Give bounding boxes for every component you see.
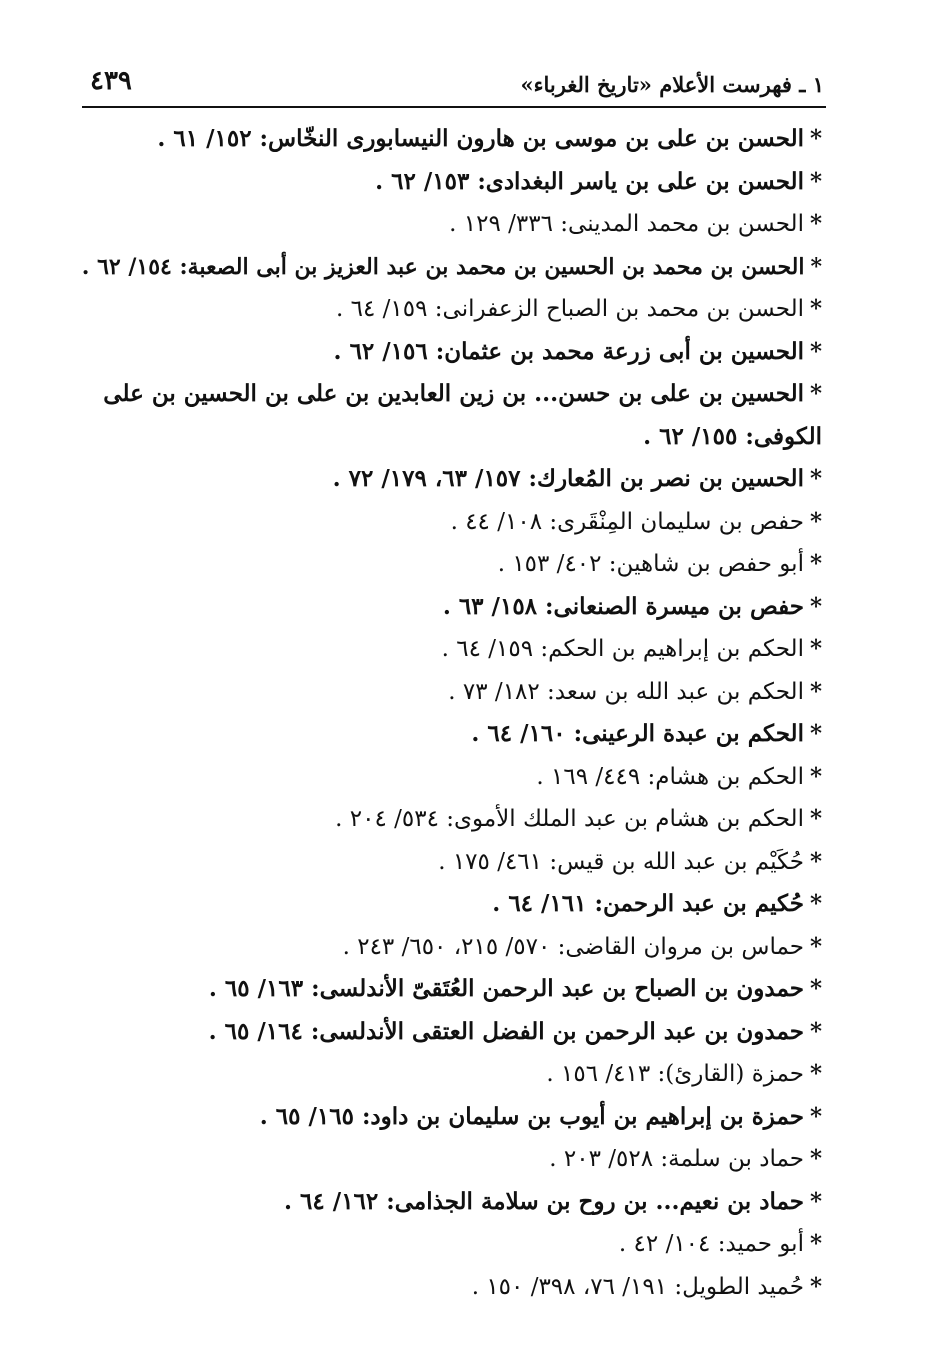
index-entry xyxy=(82,1096,822,1139)
entry-text: حفص بن سليمان المِنْقَرى: ١٠٨/ ٤٤ . xyxy=(450,508,804,535)
index-entry xyxy=(82,1181,822,1224)
index-entry xyxy=(82,1053,822,1096)
page-header xyxy=(82,66,824,102)
entry-text: حمزة (القارئ): ٤١٣/ ١٥٦ . xyxy=(546,1061,804,1087)
entry-text: الحكم بن عبدة الرعينى: ١٦٠/ ٦٤ . xyxy=(471,720,804,747)
asterisk-icon: * xyxy=(809,677,822,705)
index-entry xyxy=(82,926,822,969)
entry-text: الحكم بن عبد الله بن سعد: ١٨٢/ ٧٣ . xyxy=(448,678,804,705)
index-entry xyxy=(82,968,822,1011)
entry-text: حماد بن نعيم... بن روح بن سلامة الجذامى: ١٦٢/ ٦٤ . xyxy=(284,1187,804,1215)
asterisk-icon: * xyxy=(809,1230,822,1257)
entry-text: حُميد الطويل: ١٩١/ ٧٦، ٣٩٨/ ١٥٠ . xyxy=(471,1273,804,1300)
asterisk-icon: * xyxy=(809,380,822,407)
entry-text: أبو حفص بن شاهين: ٤٠٢/ ١٥٣ . xyxy=(497,551,804,577)
asterisk-icon: * xyxy=(809,932,822,960)
index-entry xyxy=(82,458,822,501)
entry-text: حماد بن سلمة: ٥٢٨/ ٢٠٣ . xyxy=(549,1146,804,1172)
index-entry xyxy=(82,501,822,544)
asterisk-icon: * xyxy=(809,890,822,917)
asterisk-icon: * xyxy=(809,1187,822,1215)
index-entry xyxy=(82,1138,822,1181)
entry-text: الحسين بن على بن حسن... بن زين العابدين بن على بن الحسين بن على الكوفى: ١٥٥/ ٦٢ . xyxy=(103,380,822,450)
index-entry xyxy=(82,543,822,586)
asterisk-icon: * xyxy=(809,337,822,365)
index-entry xyxy=(82,203,822,246)
entry-text: الحسن بن محمد بن الصباح الزعفرانى: ١٥٩/ ٦٤ . xyxy=(336,296,804,322)
asterisk-icon: * xyxy=(809,1272,822,1300)
asterisk-icon: * xyxy=(809,167,822,195)
asterisk-icon: * xyxy=(809,125,822,152)
index-entry xyxy=(82,1266,822,1309)
entry-text: حفص بن ميسرة الصنعانى: ١٥٨/ ٦٣ . xyxy=(442,592,804,620)
asterisk-icon: * xyxy=(809,592,822,620)
index-entries xyxy=(82,118,822,1308)
entry-text: حُكَيْم بن عبد الله بن قيس: ٤٦١/ ١٧٥ . xyxy=(438,848,804,875)
header-rule xyxy=(82,106,826,108)
asterisk-icon: * xyxy=(809,975,822,1002)
asterisk-icon: * xyxy=(809,847,822,875)
index-entry xyxy=(82,798,822,841)
entry-text: حمدون بن الصباح بن عبد الرحمن العُتَقىّ الأندلسى: ١٦٣/ ٦٥ . xyxy=(208,975,804,1002)
index-entry xyxy=(82,288,822,331)
asterisk-icon: * xyxy=(809,550,822,577)
entry-text: حمزة بن إبراهيم بن أيوب بن سليمان بن داود: ١٦٥/ ٦٥ . xyxy=(259,1102,804,1130)
index-entry xyxy=(82,373,822,458)
index-entry xyxy=(82,671,822,714)
entry-text: الحكم بن هشام: ٤٤٩/ ١٦٩ . xyxy=(536,763,804,790)
asterisk-icon: * xyxy=(809,465,822,492)
entry-text: الحسن بن على بن ياسر البغدادى: ١٥٣/ ٦٢ . xyxy=(375,167,804,195)
index-entry xyxy=(82,331,822,374)
asterisk-icon: * xyxy=(809,1102,822,1130)
entry-text: حماس بن مروان القاضى: ٥٧٠/ ٢١٥، ٦٥٠/ ٢٤٣ . xyxy=(342,933,804,960)
asterisk-icon: * xyxy=(809,210,822,237)
index-entry xyxy=(82,118,822,161)
page-number: ٤٣٩ xyxy=(90,66,132,96)
asterisk-icon: * xyxy=(809,1145,822,1172)
asterisk-icon: * xyxy=(809,720,822,747)
entry-text: الحسن بن محمد المدينى: ٣٣٦/ ١٢٩ . xyxy=(449,211,804,237)
index-entry xyxy=(82,586,822,629)
index-entry xyxy=(82,713,822,756)
entry-text: الحسين بن نصر بن المُعارك: ١٥٧/ ٦٣، ١٧٩/ ٧٢ . xyxy=(332,465,804,492)
asterisk-icon: * xyxy=(809,805,822,832)
asterisk-icon: * xyxy=(809,762,822,790)
entry-text: حُكيم بن عبد الرحمن: ١٦١/ ٦٤ . xyxy=(492,890,804,917)
entry-text: الحكم بن إبراهيم بن الحكم: ١٥٩/ ٦٤ . xyxy=(441,636,804,662)
asterisk-icon: * xyxy=(809,1060,822,1087)
entry-text: أبو حميد: ١٠٤/ ٤٢ . xyxy=(618,1231,804,1257)
entry-text: الحكم بن هشام بن عبد الملك الأموى: ٥٣٤/ ٢٠٤ . xyxy=(335,806,804,832)
entry-text: حمدون بن عبد الرحمن بن الفضل العتقى الأندلسى: ١٦٤/ ٦٥ . xyxy=(208,1017,804,1045)
asterisk-icon: * xyxy=(809,507,822,535)
index-entry xyxy=(82,628,822,671)
index-entry xyxy=(82,1011,822,1054)
asterisk-icon: * xyxy=(809,295,822,322)
entry-text: الحسن بن محمد بن الحسين بن محمد بن عبد العزيز بن أبى الصعبة: ١٥٤/ ٦٢ . xyxy=(81,253,805,280)
running-title: ١ ـ فهرست الأعلام «تاريخ الغرباء» xyxy=(520,72,824,97)
asterisk-icon: * xyxy=(809,635,822,662)
index-entry xyxy=(82,246,822,289)
index-entry xyxy=(82,756,822,799)
entry-text: الحسين بن أبى زرعة محمد بن عثمان: ١٥٦/ ٦٢ . xyxy=(333,337,804,365)
index-entry xyxy=(82,883,822,926)
index-entry xyxy=(82,1223,822,1266)
entry-text: الحسن بن على بن موسى بن هارون النيسابورى النخّاس: ١٥٢/ ٦١ . xyxy=(157,125,804,152)
index-entry xyxy=(82,161,822,204)
index-entry xyxy=(82,841,822,884)
asterisk-icon: * xyxy=(810,253,822,280)
asterisk-icon: * xyxy=(809,1017,822,1045)
